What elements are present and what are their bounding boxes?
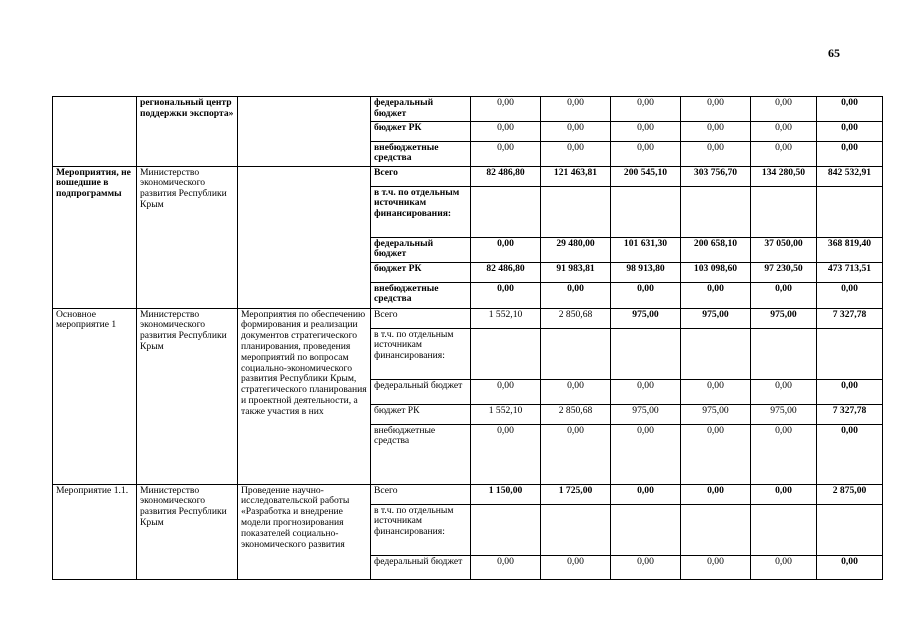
page-number: 65 [828,46,840,60]
value-cell: 0,00 [751,282,817,308]
value-cell: 0,00 [471,97,541,122]
value-cell: 0,00 [471,555,541,579]
value-cell: 101 631,30 [611,237,681,262]
source-cell: внебюджетные средства [371,141,471,166]
table-row [53,308,883,328]
value-cell: 975,00 [611,308,681,328]
value-cell: 0,00 [751,484,817,504]
value-cell: 842 532,91 [817,166,883,186]
value-cell: 2 850,68 [541,308,611,328]
executor-cell: Министерство экономического развития Республики Крым [137,166,238,308]
value-cell: 0,00 [681,484,751,504]
description-cell: Мероприятия по обеспечению формирования и реализации документов стратегического планирования, проведения мероприятий по вопросам социально-экономического развития Республики Крым, стратегического планирования и проектной деятельности, а также участия в них [238,308,371,484]
value-cell: 975,00 [751,308,817,328]
value-cell: 0,00 [611,141,681,166]
source-cell: внебюджетные средства [371,282,471,308]
source-cell: внебюджетные средства [371,424,471,484]
value-cell: 0,00 [817,424,883,484]
value-cell: 0,00 [471,424,541,484]
value-cell: 0,00 [471,379,541,404]
value-cell: 0,00 [471,121,541,141]
source-cell: в т.ч. по отдельным источникам финансирования: [371,328,471,379]
value-cell: 0,00 [817,282,883,308]
source-cell: федеральный бюджет [371,379,471,404]
value-cell: 29 480,00 [541,237,611,262]
value-cell: 0,00 [611,424,681,484]
value-cell [817,504,883,555]
description-cell [238,166,371,308]
value-cell: 97 230,50 [751,262,817,282]
source-cell: федеральный бюджет [371,97,471,122]
value-cell: 0,00 [751,379,817,404]
value-cell: 7 327,78 [817,308,883,328]
value-cell: 0,00 [681,555,751,579]
value-cell: 0,00 [541,97,611,122]
value-cell: 82 486,80 [471,166,541,186]
value-cell: 0,00 [681,121,751,141]
source-cell: в т.ч. по отдельным источникам финансирования: [371,504,471,555]
value-cell [541,328,611,379]
value-cell: 1 725,00 [541,484,611,504]
source-cell: Всего [371,308,471,328]
value-cell: 0,00 [751,97,817,122]
value-cell [611,186,681,237]
source-cell: Всего [371,484,471,504]
value-cell: 0,00 [751,121,817,141]
value-cell: 0,00 [541,424,611,484]
source-cell: бюджет РК [371,404,471,424]
value-cell: 975,00 [681,308,751,328]
value-cell [751,328,817,379]
value-cell [611,504,681,555]
source-cell: федеральный бюджет [371,237,471,262]
value-cell [611,328,681,379]
value-cell [471,504,541,555]
source-cell: бюджет РК [371,262,471,282]
value-cell [681,504,751,555]
value-cell [541,504,611,555]
source-cell: в т.ч. по отдельным источникам финансирования: [371,186,471,237]
measure-cell [53,97,137,167]
value-cell: 0,00 [681,282,751,308]
measure-cell: Мероприятия, не вошедшие в подпрограммы [53,166,137,308]
value-cell [541,186,611,237]
value-cell [681,186,751,237]
value-cell: 91 983,81 [541,262,611,282]
value-cell: 0,00 [541,379,611,404]
measure-cell: Мероприятие 1.1. [53,484,137,579]
value-cell: 103 098,60 [681,262,751,282]
value-cell: 0,00 [817,121,883,141]
value-cell: 0,00 [681,141,751,166]
value-cell: 0,00 [471,237,541,262]
value-cell: 1 552,10 [471,404,541,424]
table-row [53,484,883,504]
value-cell: 98 913,80 [611,262,681,282]
value-cell: 200 658,10 [681,237,751,262]
value-cell: 0,00 [541,282,611,308]
value-cell: 0,00 [751,141,817,166]
executor-cell: региональный центр поддержки экспорта» [137,97,238,167]
source-cell: федеральный бюджет [371,555,471,579]
value-cell: 2 875,00 [817,484,883,504]
value-cell [681,328,751,379]
budget-table [52,96,883,580]
executor-cell: Министерство экономического развития Республики Крым [137,484,238,579]
measure-cell: Основное мероприятие 1 [53,308,137,484]
value-cell: 0,00 [611,121,681,141]
value-cell: 1 552,10 [471,308,541,328]
value-cell: 0,00 [611,379,681,404]
value-cell: 303 756,70 [681,166,751,186]
value-cell: 975,00 [751,404,817,424]
value-cell [751,504,817,555]
value-cell: 0,00 [611,282,681,308]
table-body [53,97,883,580]
value-cell: 82 486,80 [471,262,541,282]
value-cell: 0,00 [817,379,883,404]
table-row [53,166,883,186]
value-cell: 0,00 [611,484,681,504]
value-cell: 975,00 [681,404,751,424]
value-cell: 0,00 [611,97,681,122]
value-cell: 134 280,50 [751,166,817,186]
table-row [53,97,883,122]
value-cell: 0,00 [471,282,541,308]
value-cell [471,186,541,237]
value-cell: 0,00 [541,121,611,141]
value-cell: 0,00 [681,379,751,404]
source-cell: Всего [371,166,471,186]
value-cell: 473 713,51 [817,262,883,282]
value-cell: 7 327,78 [817,404,883,424]
value-cell: 200 545,10 [611,166,681,186]
executor-cell: Министерство экономического развития Республики Крым [137,308,238,484]
value-cell: 0,00 [611,555,681,579]
description-cell: Проведение научно-исследовательской работы «Разработка и внедрение модели прогнозирования показателей социально-экономического развития [238,484,371,579]
value-cell: 0,00 [681,424,751,484]
value-cell: 0,00 [541,141,611,166]
value-cell: 0,00 [541,555,611,579]
value-cell: 0,00 [817,141,883,166]
description-cell [238,97,371,167]
value-cell [471,328,541,379]
value-cell: 2 850,68 [541,404,611,424]
value-cell: 368 819,40 [817,237,883,262]
source-cell: бюджет РК [371,121,471,141]
value-cell: 975,00 [611,404,681,424]
value-cell [751,186,817,237]
value-cell [817,328,883,379]
value-cell: 0,00 [817,555,883,579]
value-cell: 0,00 [751,555,817,579]
value-cell: 1 150,00 [471,484,541,504]
value-cell: 121 463,81 [541,166,611,186]
value-cell: 0,00 [681,97,751,122]
value-cell: 37 050,00 [751,237,817,262]
value-cell: 0,00 [471,141,541,166]
value-cell: 0,00 [751,424,817,484]
value-cell: 0,00 [817,97,883,122]
value-cell [817,186,883,237]
